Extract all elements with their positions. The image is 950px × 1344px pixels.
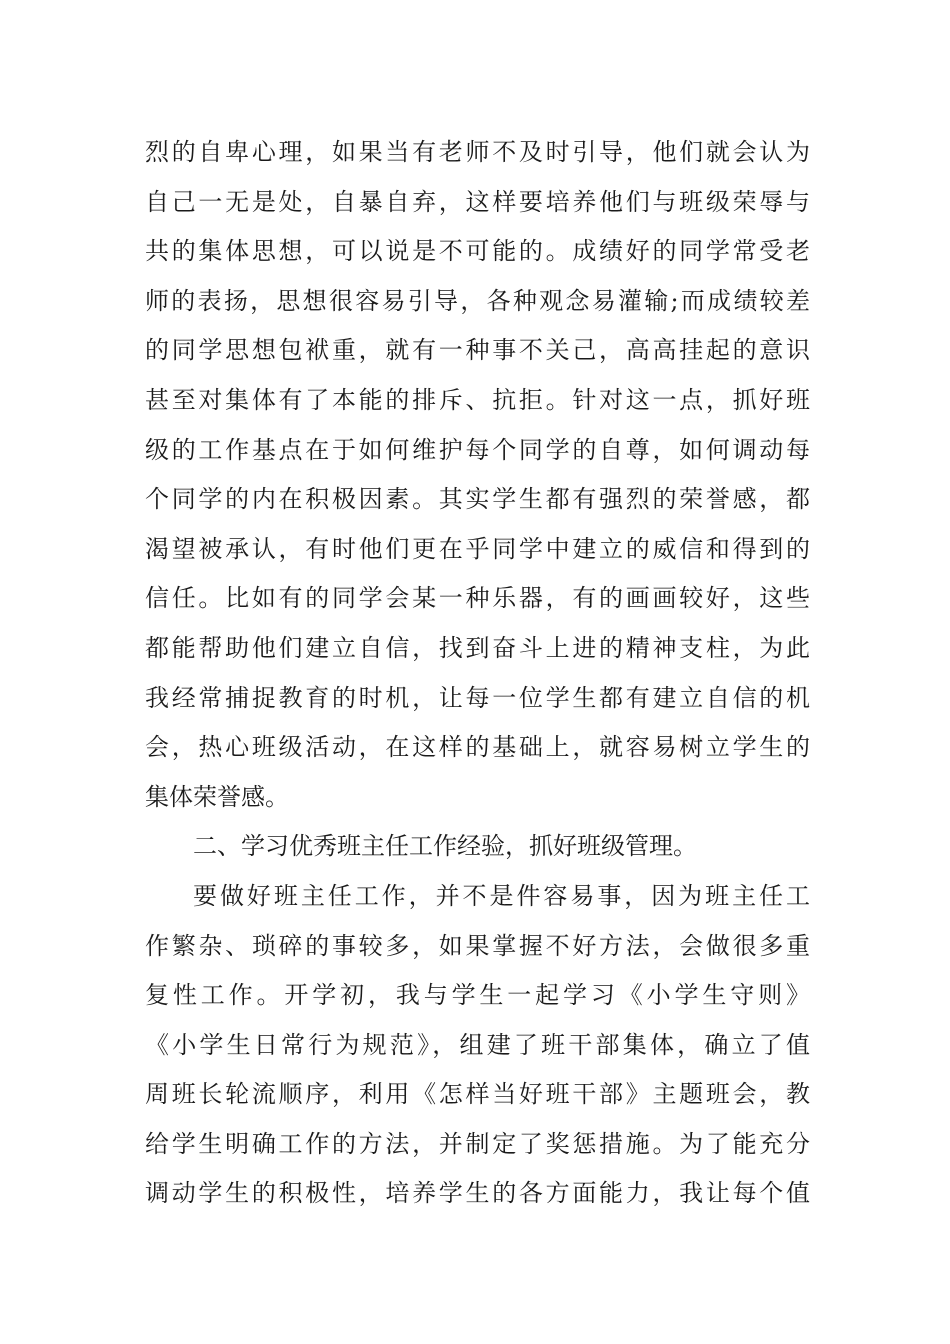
text-line: 师的表扬，思想很容易引导，各种观念易灌输;而成绩较差 bbox=[145, 286, 810, 315]
text-line: 复性工作。开学初，我与学生一起学习《小学生守则》 bbox=[145, 981, 810, 1010]
text-line: 会，热心班级活动，在这样的基础上，就容易树立学生的 bbox=[145, 733, 810, 762]
text-line: 我经常捕捉教育的时机，让每一位学生都有建立自信的机 bbox=[145, 683, 810, 712]
text-line: 《小学生日常行为规范》，组建了班干部集体，确立了值 bbox=[145, 1030, 810, 1059]
text-line: 共的集体思想，可以说是不可能的。成绩好的同学常受老 bbox=[145, 237, 810, 266]
text-line: 作繁杂、琐碎的事较多，如果掌握不好方法，会做很多重 bbox=[145, 931, 810, 960]
text-line: 都能帮助他们建立自信，找到奋斗上进的精神支柱，为此 bbox=[145, 633, 810, 662]
text-line: 的同学思想包袱重，就有一种事不关己，高高挂起的意识 bbox=[145, 336, 810, 365]
text-line: 级的工作基点在于如何维护每个同学的自尊，如何调动每 bbox=[145, 435, 810, 464]
section-heading: 二、学习优秀班主任工作经验，抓好班级管理。 bbox=[193, 832, 697, 861]
text-line: 个同学的内在积极因素。其实学生都有强烈的荣誉感，都 bbox=[145, 485, 810, 514]
text-line: 信任。比如有的同学会某一种乐器，有的画画较好，这些 bbox=[145, 584, 810, 613]
text-line: 要做好班主任工作，并不是件容易事，因为班主任工 bbox=[193, 881, 810, 910]
text-line: 渴望被承认，有时他们更在乎同学中建立的威信和得到的 bbox=[145, 534, 810, 563]
text-line: 给学生明确工作的方法，并制定了奖惩措施。为了能充分 bbox=[145, 1129, 810, 1158]
body-text bbox=[145, 128, 810, 1219]
text-line: 甚至对集体有了本能的排斥、抗拒。针对这一点，抓好班 bbox=[145, 385, 810, 414]
text-line: 烈的自卑心理，如果当有老师不及时引导，他们就会认为 bbox=[145, 138, 810, 166]
text-line: 周班长轮流顺序，利用《怎样当好班干部》主题班会，教 bbox=[145, 1080, 810, 1109]
text-line: 调动学生的积极性，培养学生的各方面能力，我让每个值 bbox=[145, 1179, 810, 1208]
text-line: 自己一无是处，自暴自弃，这样要培养他们与班级荣辱与 bbox=[145, 187, 810, 216]
text-line: 集体荣誉感。 bbox=[145, 782, 289, 811]
